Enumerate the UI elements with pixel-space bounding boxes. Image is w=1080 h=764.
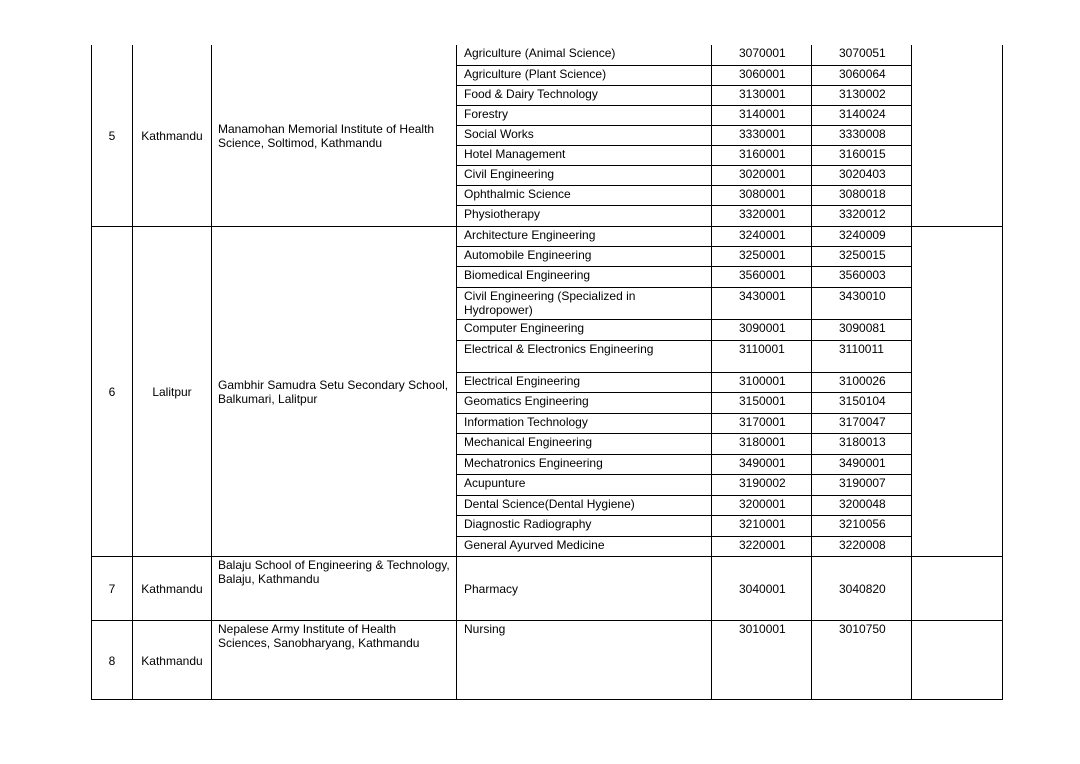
symbol-from-cell-text: 3040001	[739, 581, 786, 596]
symbol-to-cell	[812, 287, 912, 319]
symbol-to-cell	[812, 340, 912, 372]
program-cell-text: Civil Engineering	[464, 166, 555, 181]
program-cell	[457, 65, 712, 85]
program-cell-text: Geomatics Engineering	[464, 393, 589, 408]
program-cell	[457, 536, 712, 556]
serial-number-cell-text: 5	[108, 128, 116, 143]
symbol-to-cell	[812, 226, 912, 246]
symbol-from-cell	[712, 495, 812, 515]
institute-cell	[212, 226, 457, 556]
symbol-to-cell-text: 3010750	[839, 621, 886, 636]
symbol-to-cell	[812, 65, 912, 85]
program-cell-text: Civil Engineering (Specialized in Hydropower)	[464, 288, 636, 317]
institute-cell-text: Manamohan Memorial Institute of Health Science, Soltimod, Kathmandu	[218, 121, 435, 150]
district-cell	[133, 226, 212, 556]
symbol-from-cell-text: 3060001	[739, 66, 786, 81]
symbol-to-cell	[812, 165, 912, 185]
symbol-from-cell-text: 3490001	[739, 455, 786, 470]
program-cell	[457, 185, 712, 205]
symbol-from-cell	[712, 226, 812, 246]
program-cell	[457, 266, 712, 287]
symbol-from-cell-text: 3010001	[739, 621, 786, 636]
symbol-to-cell	[812, 536, 912, 556]
symbol-from-cell-text: 3100001	[739, 373, 786, 388]
program-cell-text: Mechatronics Engineering	[464, 455, 603, 470]
district-cell	[133, 620, 212, 699]
program-cell-text: Architecture Engineering	[464, 227, 596, 242]
symbol-from-cell	[712, 185, 812, 205]
program-cell	[457, 620, 712, 699]
symbol-to-cell	[812, 495, 912, 515]
symbol-to-cell-text: 3160015	[839, 146, 886, 161]
remarks-cell	[912, 556, 1003, 620]
institute-cell-text: Gambhir Samudra Setu Secondary School, Balkumari, Lalitpur	[218, 377, 449, 406]
institute-cell	[212, 556, 457, 620]
symbol-from-cell	[712, 85, 812, 105]
program-cell-text: Electrical Engineering	[464, 373, 581, 388]
program-cell	[457, 474, 712, 495]
symbol-to-cell-text: 3330008	[839, 126, 886, 141]
symbol-from-cell	[712, 474, 812, 495]
symbol-to-cell	[812, 145, 912, 165]
symbol-to-cell-text: 3020403	[839, 166, 886, 181]
program-cell-text: Food & Dairy Technology	[464, 86, 598, 101]
symbol-to-cell	[812, 246, 912, 266]
program-cell	[457, 205, 712, 226]
district-cell	[133, 556, 212, 620]
serial-number-cell-text: 6	[108, 384, 116, 399]
program-cell-text: Nursing	[464, 621, 506, 636]
symbol-from-cell	[712, 266, 812, 287]
program-cell	[457, 319, 712, 340]
symbol-to-cell-text: 3150104	[839, 393, 886, 408]
symbol-to-cell	[812, 319, 912, 340]
symbol-from-cell	[712, 556, 812, 620]
serial-number-cell-text: 7	[108, 581, 116, 596]
program-cell	[457, 340, 712, 372]
program-cell	[457, 145, 712, 165]
symbol-to-cell	[812, 392, 912, 413]
program-cell-text: Ophthalmic Science	[464, 186, 571, 201]
remarks-cell	[912, 226, 1003, 556]
program-cell	[457, 495, 712, 515]
symbol-from-cell-text: 3180001	[739, 434, 786, 449]
district-cell-text: Lalitpur	[152, 384, 192, 399]
symbol-to-cell	[812, 620, 912, 699]
program-cell-text: Mechanical Engineering	[464, 434, 593, 449]
program-cell-text: Forestry	[464, 106, 509, 121]
program-cell-text: Social Works	[464, 126, 534, 141]
symbol-from-cell	[712, 145, 812, 165]
symbol-to-cell	[812, 454, 912, 474]
symbol-from-cell	[712, 165, 812, 185]
serial-number-cell-text: 8	[108, 653, 116, 668]
program-cell	[457, 125, 712, 145]
table-row	[92, 556, 1003, 620]
program-cell	[457, 454, 712, 474]
symbol-from-cell-text: 3170001	[739, 414, 786, 429]
symbol-from-cell-text: 3210001	[739, 516, 786, 531]
program-cell-text: Information Technology	[464, 414, 588, 429]
symbol-to-cell-text: 3490001	[839, 455, 886, 470]
program-cell-text: Hotel Management	[464, 146, 566, 161]
symbol-from-cell-text: 3070001	[739, 46, 786, 60]
program-cell-text: Agriculture (Animal Science)	[464, 46, 616, 60]
program-cell-text: Diagnostic Radiography	[464, 516, 592, 531]
symbol-from-cell-text: 3110001	[739, 341, 785, 356]
program-cell-text: Physiotherapy	[464, 206, 541, 221]
program-cell	[457, 105, 712, 125]
symbol-from-cell-text: 3130001	[739, 86, 786, 101]
symbol-to-cell-text: 3070051	[839, 46, 886, 60]
symbol-to-cell-text: 3560003	[839, 267, 886, 282]
district-cell-text: Kathmandu	[141, 128, 203, 143]
symbol-from-cell	[712, 246, 812, 266]
symbol-from-cell	[712, 205, 812, 226]
symbol-from-cell-text: 3190002	[739, 475, 786, 490]
symbol-to-cell	[812, 205, 912, 226]
institute-cell-text: Balaju School of Engineering & Technology, Balaju, Kathmandu	[218, 557, 450, 586]
symbol-to-cell	[812, 515, 912, 536]
symbol-from-cell-text: 3160001	[739, 146, 786, 161]
program-cell	[457, 515, 712, 536]
symbol-from-cell-text: 3240001	[739, 227, 786, 242]
institute-cell-text: Nepalese Army Institute of Health Sciences, Sanobharyang, Kathmandu	[218, 621, 420, 650]
symbol-to-cell	[812, 266, 912, 287]
symbol-from-cell-text: 3140001	[739, 106, 786, 121]
symbol-from-cell	[712, 433, 812, 454]
symbol-from-cell	[712, 536, 812, 556]
symbol-from-cell-text: 3150001	[739, 393, 786, 408]
symbol-from-cell	[712, 454, 812, 474]
program-cell-text: Electrical & Electronics Engineering	[464, 341, 654, 356]
symbol-from-cell	[712, 45, 812, 65]
program-cell	[457, 372, 712, 392]
symbol-from-cell	[712, 620, 812, 699]
symbol-from-cell-text: 3020001	[739, 166, 786, 181]
program-cell-text: General Ayurved Medicine	[464, 537, 605, 552]
remarks-cell	[912, 620, 1003, 699]
program-cell-text: Automobile Engineering	[464, 247, 592, 262]
symbol-to-cell	[812, 45, 912, 65]
program-cell	[457, 85, 712, 105]
symbol-from-cell	[712, 515, 812, 536]
serial-number-cell	[92, 226, 133, 556]
symbol-to-cell	[812, 556, 912, 620]
symbol-to-cell	[812, 433, 912, 454]
institute-cell	[212, 620, 457, 699]
program-cell-text: Agriculture (Plant Science)	[464, 66, 607, 81]
district-cell-text: Kathmandu	[141, 653, 203, 668]
program-cell-text: Computer Engineering	[464, 320, 585, 335]
program-cell	[457, 413, 712, 433]
symbol-to-cell	[812, 372, 912, 392]
symbol-to-cell-text: 3430010	[839, 288, 886, 303]
symbol-from-cell-text: 3560001	[739, 267, 786, 282]
district-cell	[133, 45, 212, 226]
table-row	[92, 45, 1003, 65]
symbol-to-cell	[812, 474, 912, 495]
symbol-from-cell-text: 3220001	[739, 537, 786, 552]
table-row	[92, 226, 1003, 246]
symbol-to-cell-text: 3180013	[839, 434, 886, 449]
district-cell-text: Kathmandu	[141, 581, 203, 596]
symbol-to-cell-text: 3210056	[839, 516, 886, 531]
symbol-from-cell-text: 3080001	[739, 186, 786, 201]
symbol-to-cell-text: 3320012	[839, 206, 886, 221]
symbol-to-cell-text: 3170047	[839, 414, 886, 429]
symbol-to-cell-text: 3240009	[839, 227, 886, 242]
program-cell	[457, 556, 712, 620]
program-cell	[457, 433, 712, 454]
symbol-number-table	[91, 45, 1003, 700]
symbol-from-cell	[712, 340, 812, 372]
program-cell-text: Biomedical Engineering	[464, 267, 591, 282]
program-cell	[457, 45, 712, 65]
symbol-from-cell-text: 3090001	[739, 320, 786, 335]
program-cell-text: Acupunture	[464, 475, 526, 490]
symbol-to-cell	[812, 125, 912, 145]
table-row	[92, 620, 1003, 699]
symbol-to-cell	[812, 85, 912, 105]
symbol-to-cell-text: 3130002	[839, 86, 886, 101]
institute-cell	[212, 45, 457, 226]
symbol-from-cell-text: 3330001	[739, 126, 786, 141]
program-cell	[457, 226, 712, 246]
symbol-to-cell	[812, 105, 912, 125]
symbol-to-cell-text: 3060064	[839, 66, 886, 81]
program-cell-text: Dental Science(Dental Hygiene)	[464, 496, 635, 511]
symbol-to-cell-text: 3190007	[839, 475, 886, 490]
serial-number-cell	[92, 45, 133, 226]
symbol-to-cell-text: 3040820	[839, 581, 886, 596]
symbol-to-cell-text: 3080018	[839, 186, 886, 201]
symbol-from-cell	[712, 392, 812, 413]
symbol-from-cell	[712, 287, 812, 319]
program-cell	[457, 246, 712, 266]
symbol-to-cell-text: 3090081	[839, 320, 886, 335]
program-cell-text: Pharmacy	[464, 581, 519, 596]
symbol-to-cell-text: 3110011	[839, 341, 884, 356]
symbol-from-cell-text: 3200001	[739, 496, 786, 511]
symbol-to-cell-text: 3140024	[839, 106, 886, 121]
symbol-from-cell	[712, 65, 812, 85]
symbol-from-cell-text: 3250001	[739, 247, 786, 262]
symbol-to-cell-text: 3100026	[839, 373, 886, 388]
symbol-from-cell	[712, 105, 812, 125]
symbol-to-cell	[812, 185, 912, 205]
symbol-to-cell-text: 3200048	[839, 496, 886, 511]
symbol-to-cell-text: 3250015	[839, 247, 886, 262]
program-cell	[457, 165, 712, 185]
serial-number-cell	[92, 620, 133, 699]
symbol-from-cell	[712, 372, 812, 392]
symbol-to-cell	[812, 413, 912, 433]
symbol-from-cell	[712, 319, 812, 340]
symbol-from-cell	[712, 413, 812, 433]
symbol-from-cell-text: 3320001	[739, 206, 786, 221]
serial-number-cell	[92, 556, 133, 620]
program-cell	[457, 392, 712, 413]
symbol-to-cell-text: 3220008	[839, 537, 886, 552]
remarks-cell	[912, 45, 1003, 226]
symbol-from-cell-text: 3430001	[739, 288, 786, 303]
symbol-from-cell	[712, 125, 812, 145]
program-cell	[457, 287, 712, 319]
